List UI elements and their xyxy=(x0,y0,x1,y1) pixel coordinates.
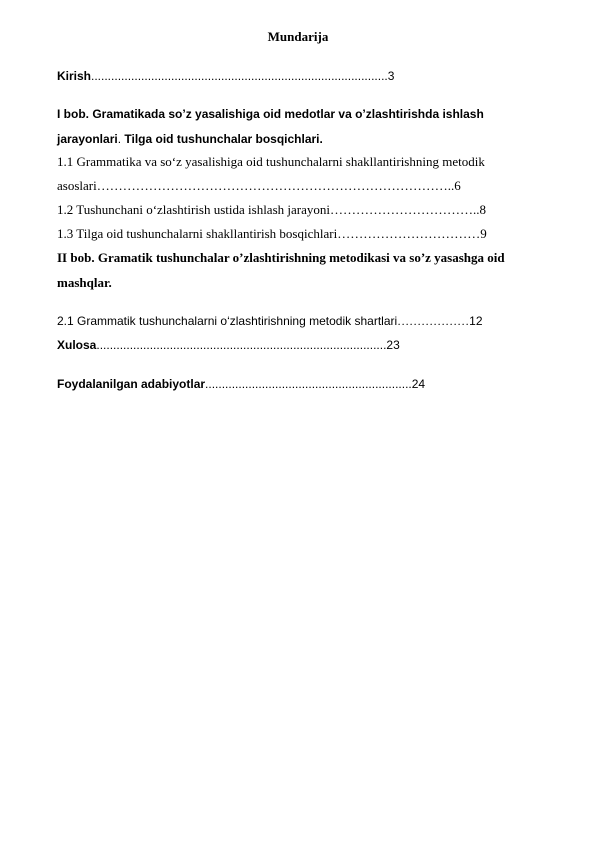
toc-entry-1-3 xyxy=(57,226,487,242)
toc-page-number: 3 xyxy=(387,69,395,83)
chapter-1-heading-line1: I bob. Gramatikada so’z yasalishiga oid medotlar va o’zlashtirishda ishlash xyxy=(57,107,484,121)
toc-leader: ......................................................................................... xyxy=(91,69,388,83)
toc-title: Mundarija xyxy=(267,29,329,44)
toc-entry-kirish xyxy=(57,68,394,84)
toc-leader: ....................................................................................... xyxy=(96,338,387,352)
chapter-2-heading-line2: mashqlar. xyxy=(57,275,112,290)
toc-leader: .............................................................. xyxy=(205,377,412,391)
toc-entry-xulosa xyxy=(57,337,400,353)
toc-entry-adabiyotlar xyxy=(57,376,425,392)
chapter-1-heading-line2 xyxy=(57,131,323,147)
toc-entry-label: 1.2 Tushunchani o‘zlashtirish ustida ishlash jarayoni xyxy=(57,202,330,217)
toc-page-number: 23 xyxy=(386,338,400,352)
toc-entry-label: Xulosa xyxy=(57,338,97,352)
toc-leader: ……………………………………………………………………….. xyxy=(96,178,455,193)
toc-leader: ……………… xyxy=(397,314,470,328)
chapter-1-heading-part: jarayonlari xyxy=(57,132,118,146)
toc-entry-label: Foydalanilgan adabiyotlar xyxy=(57,377,206,391)
toc-page-number: 12 xyxy=(469,314,483,328)
toc-leader: …………………………….. xyxy=(329,202,480,217)
toc-entry-label: asoslari xyxy=(57,178,97,193)
toc-page-number: 24 xyxy=(411,377,426,391)
toc-page-number: 8 xyxy=(479,202,486,217)
toc-entry-1-1-line1: 1.1 Grammatika va so‘z yasalishiga oid tushunchalarni shakllantirishning metodik xyxy=(57,154,485,169)
toc-entry-label: Kirish xyxy=(57,69,92,83)
toc-entry-2-1 xyxy=(57,313,483,329)
toc-entry-1-2 xyxy=(57,202,486,218)
chapter-2-heading-line1: II bob. Gramatik tushunchalar o’zlashtirishning metodikasi va so’z yasashga oid xyxy=(57,250,505,265)
toc-entry-label: 2.1 Grammatik tushunchalarni o‘zlashtirishning metodik shartlari xyxy=(57,314,398,328)
toc-entry-label: 1.3 Tilga oid tushunchalarni shakllantirish bosqichlari xyxy=(57,226,338,241)
chapter-1-heading-subtitle: Tilga oid tushunchalar bosqichlari. xyxy=(124,132,323,146)
toc-page-number: 9 xyxy=(480,226,487,241)
toc-leader: …………………………… xyxy=(337,226,481,241)
chapter-1-heading-separator: . xyxy=(117,132,125,146)
toc-entry-1-1-line2 xyxy=(57,178,461,194)
toc-page-number: 6 xyxy=(454,178,461,193)
